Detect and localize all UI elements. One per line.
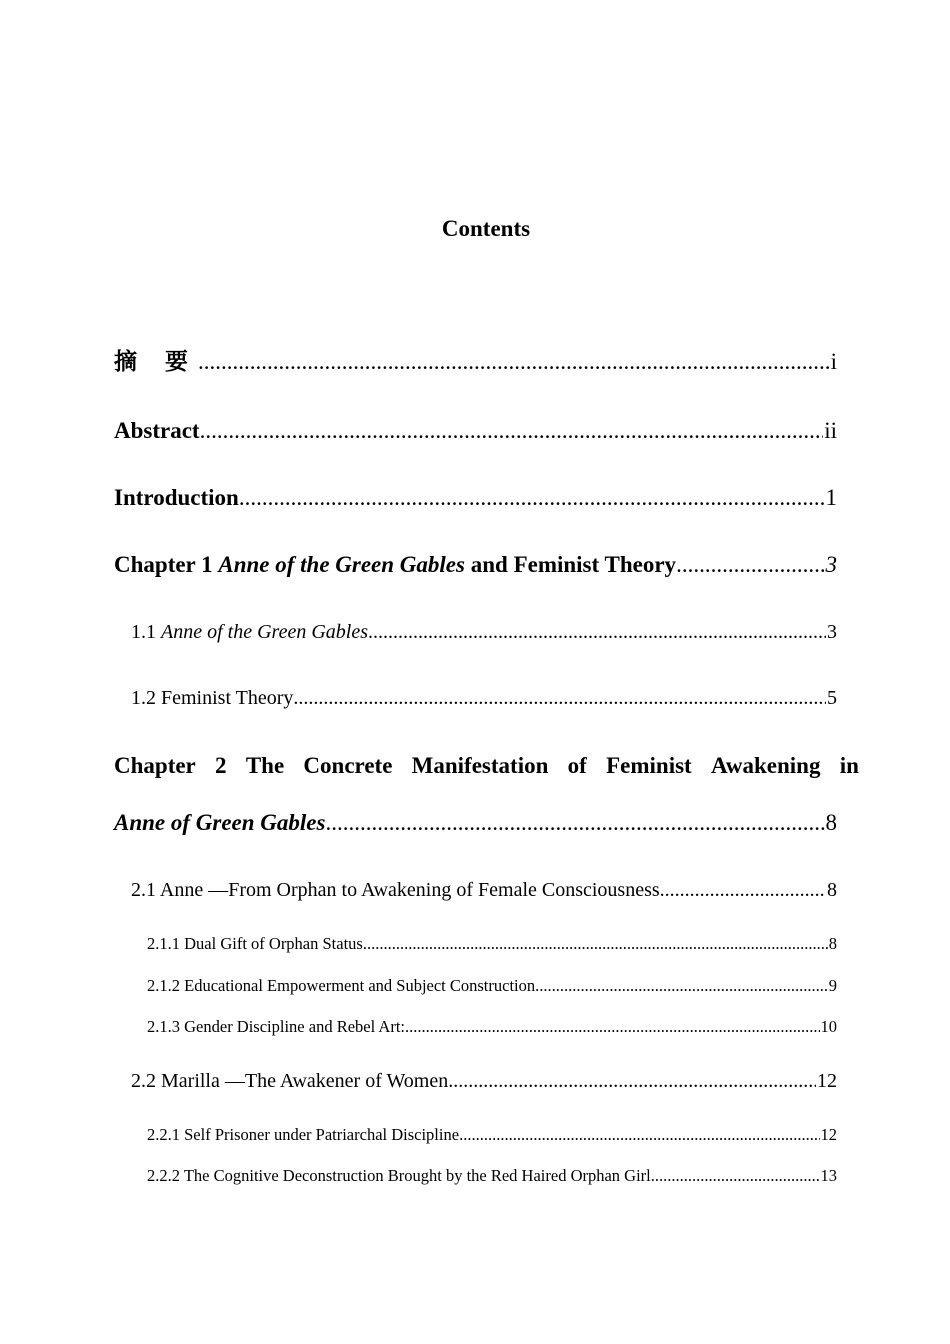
- toc-page-number: ii: [824, 418, 837, 443]
- toc-label: Abstract: [114, 418, 200, 443]
- leader-dots: [325, 808, 824, 838]
- toc-entry-2-1-2[interactable]: [147, 975, 837, 997]
- toc-page-number: 1: [825, 485, 837, 510]
- section-number: 1.1: [131, 621, 156, 643]
- toc-page-number: 9: [828, 976, 837, 995]
- leader-dots: [368, 619, 826, 645]
- toc-label: 2.1.3 Gender Discipline and Rebel Art:: [147, 1017, 405, 1036]
- toc-page-number: 5: [827, 687, 837, 709]
- chapter-word: Manifestation: [411, 753, 549, 778]
- toc-label: [131, 619, 368, 645]
- toc-entry-abstract-cn[interactable]: [114, 347, 837, 377]
- toc-label: 2.1.1 Dual Gift of Orphan Status: [147, 934, 363, 953]
- leader-dots: [200, 416, 824, 446]
- chapter-word: in: [839, 753, 859, 778]
- toc-page-number: 8: [825, 810, 837, 835]
- toc-entry-chapter-1[interactable]: [114, 550, 837, 580]
- chapter-title-suffix: and Feminist Theory: [470, 552, 677, 577]
- toc-entry-2-2-1[interactable]: [147, 1124, 837, 1146]
- page-title: Contents: [441, 216, 531, 241]
- book-title: Anne of the Green Gables: [218, 552, 465, 577]
- toc-label: Introduction: [114, 485, 239, 510]
- toc-label: 2.2 Marilla —The Awakener of Women: [131, 1070, 449, 1092]
- leader-dots: [405, 1016, 820, 1038]
- book-title: Anne of Green Gables: [114, 810, 326, 835]
- toc-entry-introduction[interactable]: [114, 483, 837, 513]
- toc-label: 2.2.1 Self Prisoner under Patriarchal Discipline: [147, 1125, 460, 1144]
- leader-dots: [198, 347, 830, 377]
- toc-page-number: 8: [827, 879, 837, 901]
- leader-dots: [651, 1165, 820, 1187]
- toc-entry-2-2[interactable]: [131, 1068, 837, 1094]
- toc-page-number: 3: [825, 552, 837, 577]
- toc-label: [114, 550, 676, 580]
- toc-page-number: i: [830, 349, 837, 374]
- chapter-word: of: [567, 753, 587, 778]
- toc-entry-2-1[interactable]: [131, 877, 837, 903]
- chapter-word: Awakening: [710, 753, 821, 778]
- toc-page-number: 13: [820, 1166, 837, 1185]
- leader-dots: [459, 1124, 819, 1146]
- leader-dots: [676, 550, 824, 580]
- chapter-word: The: [245, 753, 285, 778]
- leader-dots: [535, 975, 828, 997]
- leader-dots: [448, 1068, 816, 1094]
- toc-label: 1.2 Feminist Theory: [131, 687, 294, 709]
- toc-entry-chapter-2-line-1[interactable]: [114, 751, 859, 781]
- toc-page-number: 12: [817, 1070, 837, 1092]
- toc-label: 2.1.2 Educational Empowerment and Subject Construction: [147, 976, 536, 995]
- chapter-word: 2: [215, 753, 227, 778]
- toc-page-number: 12: [820, 1125, 837, 1144]
- toc-entry-chapter-2-line-2[interactable]: [114, 808, 837, 838]
- leader-dots: [293, 685, 826, 711]
- toc-page-number: 3: [827, 621, 837, 643]
- chapter-number: Chapter 1: [114, 552, 213, 577]
- leader-dots: [239, 483, 825, 513]
- toc-entry-2-1-3[interactable]: [147, 1016, 837, 1038]
- toc-entry-2-2-2[interactable]: [147, 1165, 837, 1187]
- toc-label: 2.1 Anne —From Orphan to Awakening of Female Consciousness: [131, 879, 660, 901]
- toc-entry-2-1-1[interactable]: [147, 933, 837, 955]
- book-title: Anne of the Green Gables: [161, 621, 368, 643]
- chapter-word: Chapter: [114, 753, 196, 778]
- chapter-word: Feminist: [606, 753, 692, 778]
- toc-label: 2.2.2 The Cognitive Deconstruction Brought by the Red Haired Orphan Girl: [147, 1166, 651, 1185]
- toc-label: 摘 要: [114, 349, 199, 375]
- chapter-word: Concrete: [303, 753, 393, 778]
- leader-dots: [363, 933, 828, 955]
- leader-dots: [660, 877, 826, 903]
- toc-entry-1-2[interactable]: [131, 685, 837, 711]
- toc-page-number: 10: [820, 1017, 837, 1036]
- toc-page-number: 8: [828, 934, 837, 953]
- toc-entry-1-1[interactable]: [131, 619, 837, 645]
- toc-entry-abstract[interactable]: [114, 416, 837, 446]
